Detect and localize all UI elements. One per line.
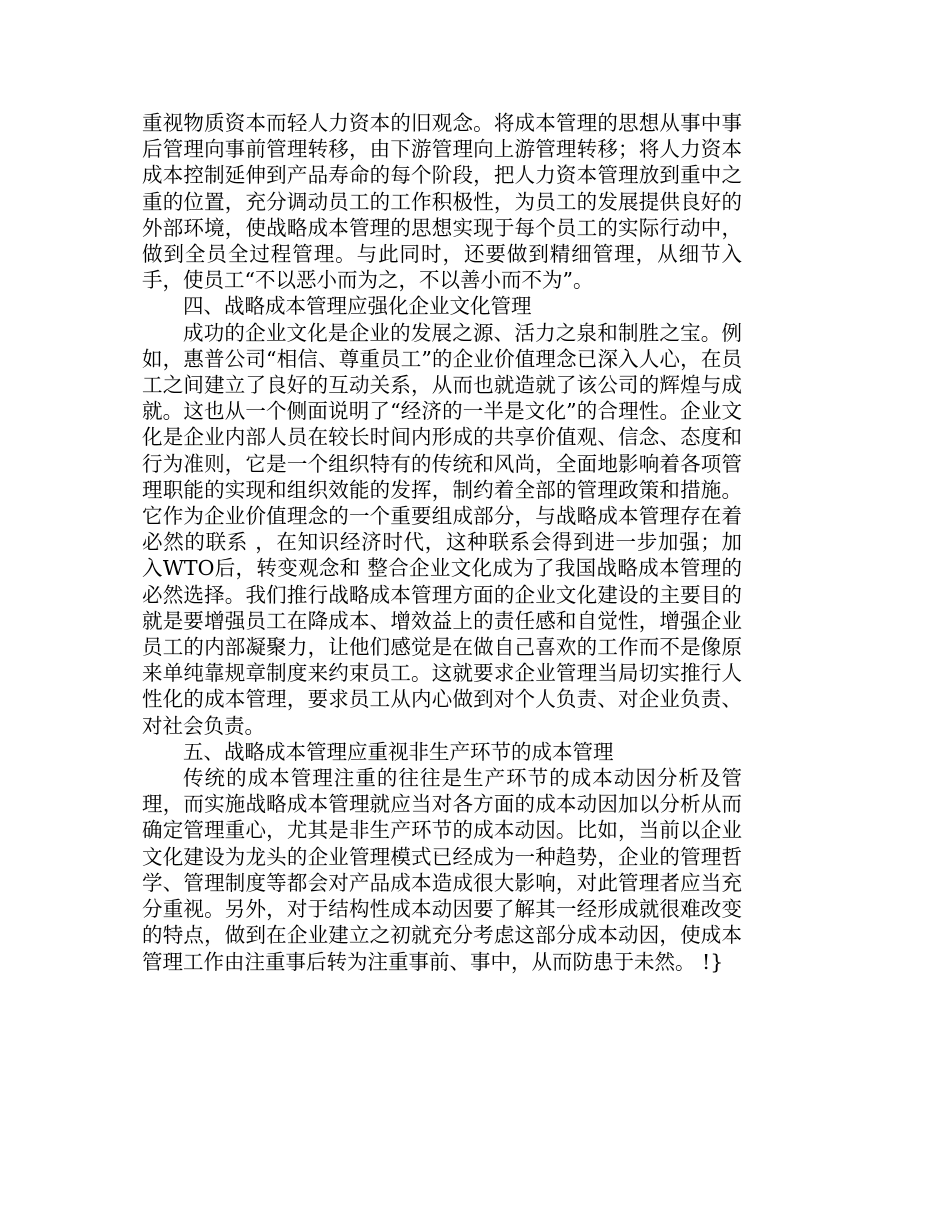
document-page: [142, 110, 742, 975]
body-paragraph-culture: 成功的企业文化是企业的发展之源、活力之泉和制胜之宝。例如，惠普公司“相信、尊重员工”的企业价值理念已深入人心，在员工之间建立了良好的互动关系，从而也就造就了该公司的辉煌与成就。这也从一个侧面说明了“经济的一半是文化”的合理性。企业文化是企业内部人员在较长时间内形成的共享价值观、信念、态度和行为准则，它是一个组织特有的传统和风尚，全面地影响着各项管理职能的实现和组织效能的发挥，制约着全部的管理政策和措施。它作为企业价值理念的一个重要组成部分，与战略成本管理存在着必然的联系 ，在知识经济时代，这种联系会得到进一步加强；加入WTO后，转变观念和 整合企业文化成为了我国战略成本管理的必然选择。我们推行战略成本管理方面的企业文化建设的主要目的就是要增强员工在降成本、增效益上的责任感和自觉性，增强企业员工的内部凝聚力，让他们感觉是在做自己喜欢的工作而不是像原来单纯靠规章制度来约束员工。这就要求企业管理当局切实推行人性化的成本管理，要求员工从内心做到对个人负责、对企业负责、对社会负责。: [142, 320, 742, 738]
section-heading-4: 四、战略成本管理应强化企业文化管理: [183, 294, 532, 319]
section-heading-5: 五、战略成本管理应重视非生产环节的成本管理: [183, 739, 614, 764]
body-paragraph-continuation: 重视物质资本而轻人力资本的旧观念。将成本管理的思想从事中事后管理向事前管理转移，由下游管理向上游管理转移；将人力资本成本控制延伸到产品寿命的每个阶段，把人力资本管理放到重中之重的位置，充分调动员工的工作积极性，为员工的发展提供良好的外部环境，使战略成本管理的思想实现于每个员工的实际行动中，做到全员全过程管理。与此同时，还要做到精细管理，从细节入手，使员工“不以恶小而为之，不以善小而不为”。: [142, 111, 742, 293]
body-paragraph-non-production: 传统的成本管理注重的往往是生产环节的成本动因分析及管理，而实施战略成本管理就应当对各方面的成本动因加以分析从而确定管理重心，尤其是非生产环节的成本动因。比如，当前以企业文化建设为龙头的企业管理模式已经成为一种趋势，企业的管理哲学、管理制度等都会对产品成本造成很大影响，对此管理者应当充分重视。另外，对于结构性成本动因要了解其一经形成就很难改变的特点，做到在企业建立之初就充分考虑这部分成本动因，使成本管理工作由注重事后转为注重事前、事中，从而防患于未然。 !}: [142, 766, 742, 974]
